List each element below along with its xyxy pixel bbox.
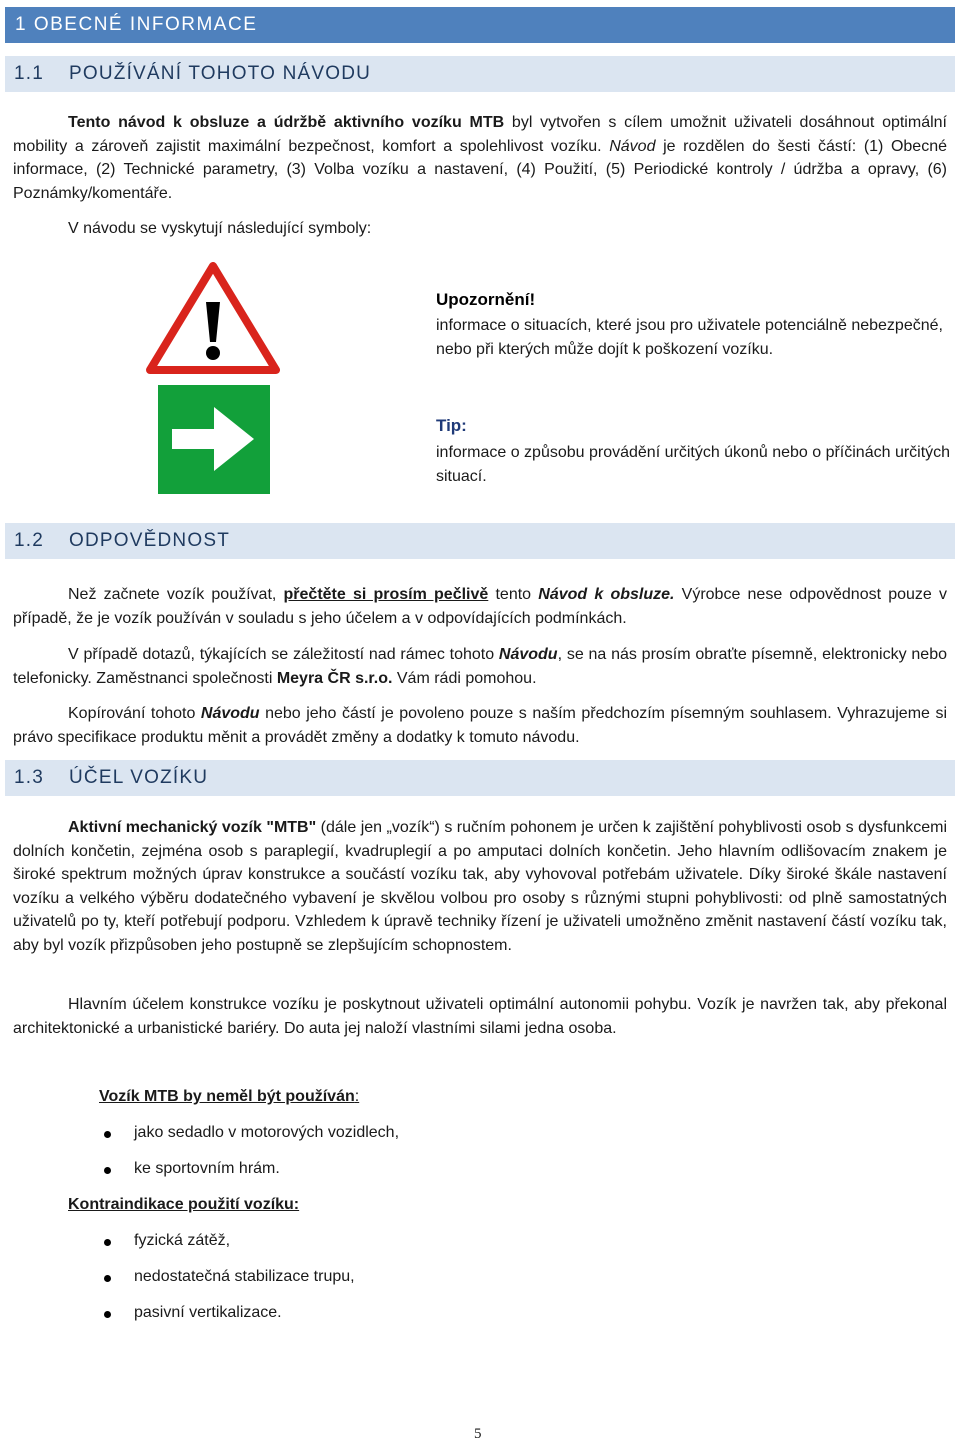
- list-item: fyzická zátěž,: [134, 1232, 231, 1249]
- list-item: jako sedadlo v motorových vozidlech,: [134, 1124, 400, 1141]
- responsibility-paragraph-1: Než začnete vozík používat, přečtěte si prosím pečlivě tento Návod k obsluze. Výrobce nese odpovědnost pouze v případě, že je vozík používán v souladu s jeho účelem a v odpovídajících podmínkách.: [13, 586, 948, 627]
- purpose-paragraph-1: Aktivní mechanický vozík "MTB" (dále jen „vozík“) s ručním pohonem je určen k zajištění pohyblivosti osob s dysfunkcemi dolních končetin, zejména osob s paraplegií, kvadruplegií a po amputaci dolních končetin. Jeho hlavním odlišovacím znakem je široké spektrum možných úprav konstrukce a součástí vozíku tak, aby vyhovoval potřebám uživatele. Díky široké škále nastavení vozíku a velkého výběru dodatečného vybavení je skvělou volbou pro osoby s různými stupni pohyblivosti: od plně samostatných uživatelů po ty, kteří potřebují podporu. Vzhledem k úpravě techniky řízení je uživateli umožněno změnit nastavení částí vozíku tak, aby byl vozík přizpůsoben jeho postupně se zlepšujícím schopnostem.: [13, 819, 947, 954]
- symbols-intro: V návodu se vyskytují následující symboly:: [68, 220, 372, 237]
- bullet-icon: [104, 1311, 111, 1318]
- section-title: ÚČEL VOZÍKU: [69, 767, 209, 788]
- intro-paragraph: Tento návod k obsluze a údržbě aktivního vozíku MTB byl vytvořen s cílem umožnit uživateli dosáhnout optimální mobility a zároveň zajistit maximální bezpečnost, komfort a spolehlivost vozíku. Návod je rozdělen do šesti částí: (1) Obecné informace, (2) Technické parametry, (3) Volba vozíku a nastavení, (4) Použití, (5) Periodické kontroly / údržba a opravy, (6) Poznámky/komentáře.: [13, 114, 948, 202]
- contraindications-heading: Kontraindikace použití vozíku:: [68, 1196, 300, 1213]
- bullet-icon: [104, 1131, 111, 1138]
- manual-name-bold: Tento návod k obsluze a údržbě aktivního vozíku MTB: [68, 114, 505, 131]
- warning-triangle-icon: [146, 262, 280, 374]
- section-heading-1: 1 OBECNÉ INFORMACE: [5, 7, 955, 43]
- section-title: POUŽÍVÁNÍ TOHOTO NÁVODU: [69, 63, 372, 84]
- green-arrow-icon: [158, 385, 270, 494]
- section-heading-1-2: [5, 523, 955, 559]
- purpose-paragraph-2: Hlavním účelem konstrukce vozíku je poskytnout uživateli optimální autonomii pohybu. Vozík je navržen tak, aby překonal architektonické a urbanistické bariéry. Do auta jej naloží vlastními silami jedna osoba.: [13, 996, 947, 1037]
- responsibility-paragraph-2: V případě dotazů, týkajících se záležitostí nad rámec tohoto Návodu, se na nás prosím obraťte písemně, elektronicky nebo telefonicky. Zaměstnanci společnosti Meyra ČR s.r.o. Vám rádi pomohou.: [13, 646, 947, 687]
- list-item: nedostatečná stabilizace trupu,: [134, 1268, 355, 1285]
- section-title: ODPOVĚDNOST: [69, 530, 230, 551]
- list-item: pasivní vertikalizace.: [134, 1304, 282, 1321]
- page-number: 5: [474, 1426, 482, 1442]
- responsibility-paragraph-3: Kopírování tohoto Návodu nebo jeho částí je povoleno pouze s naším předchozím písemným souhlasem. Vyhrazujeme si právo specifikace produktu měnit a provádět změny a dodatky k tomuto návodu.: [13, 705, 948, 746]
- tip-description: informace o způsobu provádění určitých úkonů nebo o příčinách určitých situací.: [436, 444, 951, 485]
- bullet-icon: [104, 1239, 111, 1246]
- section-number: 1.2: [14, 530, 45, 551]
- section-heading-1-3: [5, 760, 955, 796]
- bullet-icon: [104, 1167, 111, 1174]
- bullet-icon: [104, 1275, 111, 1282]
- warning-description: informace o situacích, které jsou pro uživatele potenciálně nebezpečné, nebo při kterých může dojít k poškození vozíku.: [436, 317, 943, 358]
- section-heading-1-1: [5, 56, 955, 92]
- list-item: ke sportovním hrám.: [134, 1160, 280, 1177]
- section-number: 1.3: [14, 767, 45, 788]
- tip-title: Tip:: [436, 416, 467, 435]
- not-use-heading: Vozík MTB by neměl být používán:: [99, 1088, 360, 1105]
- warning-title: Upozornění!: [436, 290, 536, 309]
- section-number: 1.1: [14, 63, 45, 84]
